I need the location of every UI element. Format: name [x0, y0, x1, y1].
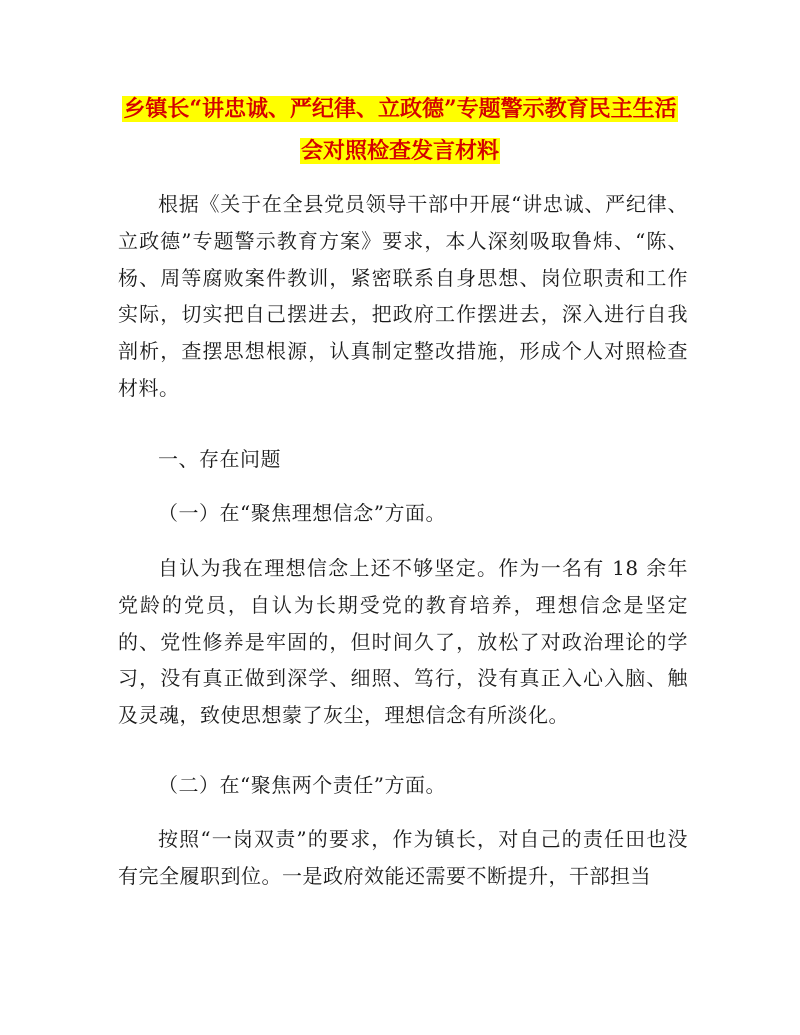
title-line-1-text: 乡镇长“讲忠诚、严纪律、立政德”专题警示教育民主生活 — [123, 96, 677, 122]
document-title-line-1 — [0, 94, 800, 124]
section-heading-problems: 一、存在问题 — [158, 447, 281, 471]
document-title-line-2 — [0, 136, 800, 166]
intro-paragraph: 根据《关于在全县党员领导干部中开展“讲忠诚、严纪律、立政德”专题警示教育方案》要求，本人深刻吸取鲁炜、“陈、杨、周等腐败案件教训，紧密联系自身思想、岗位职责和工作实际，切实把自己摆进去，把政府工作摆进去，深入进行自我剖析，查摆思想根源，认真制定整改措施，形成个人对照检查材料。 — [118, 192, 688, 400]
subsection-heading-ideals: （一）在“聚焦理想信念”方面。 — [158, 501, 446, 525]
subsection-heading-responsibilities: （二）在“聚焦两个责任”方面。 — [158, 773, 446, 797]
title-line-2-text: 会对照检查发言材料 — [300, 138, 499, 164]
ideals-paragraph: 自认为我在理想信念上还不够坚定。作为一名有 18 余年党龄的党员，自认为长期受党的教育培养，理想信念是坚定的、党性修养是牢固的，但时间久了，放松了对政治理论的学习，没有真正做到深学、细照、笃行，没有真正入心入脑、触及灵魂，致使思想蒙了灰尘，理想信念有所淡化。 — [118, 556, 688, 728]
responsibilities-paragraph: 按照“一岗双责”的要求，作为镇长，对自己的责任田也没有完全履职到位。一是政府效能还需要不断提升，干部担当 — [118, 827, 688, 888]
